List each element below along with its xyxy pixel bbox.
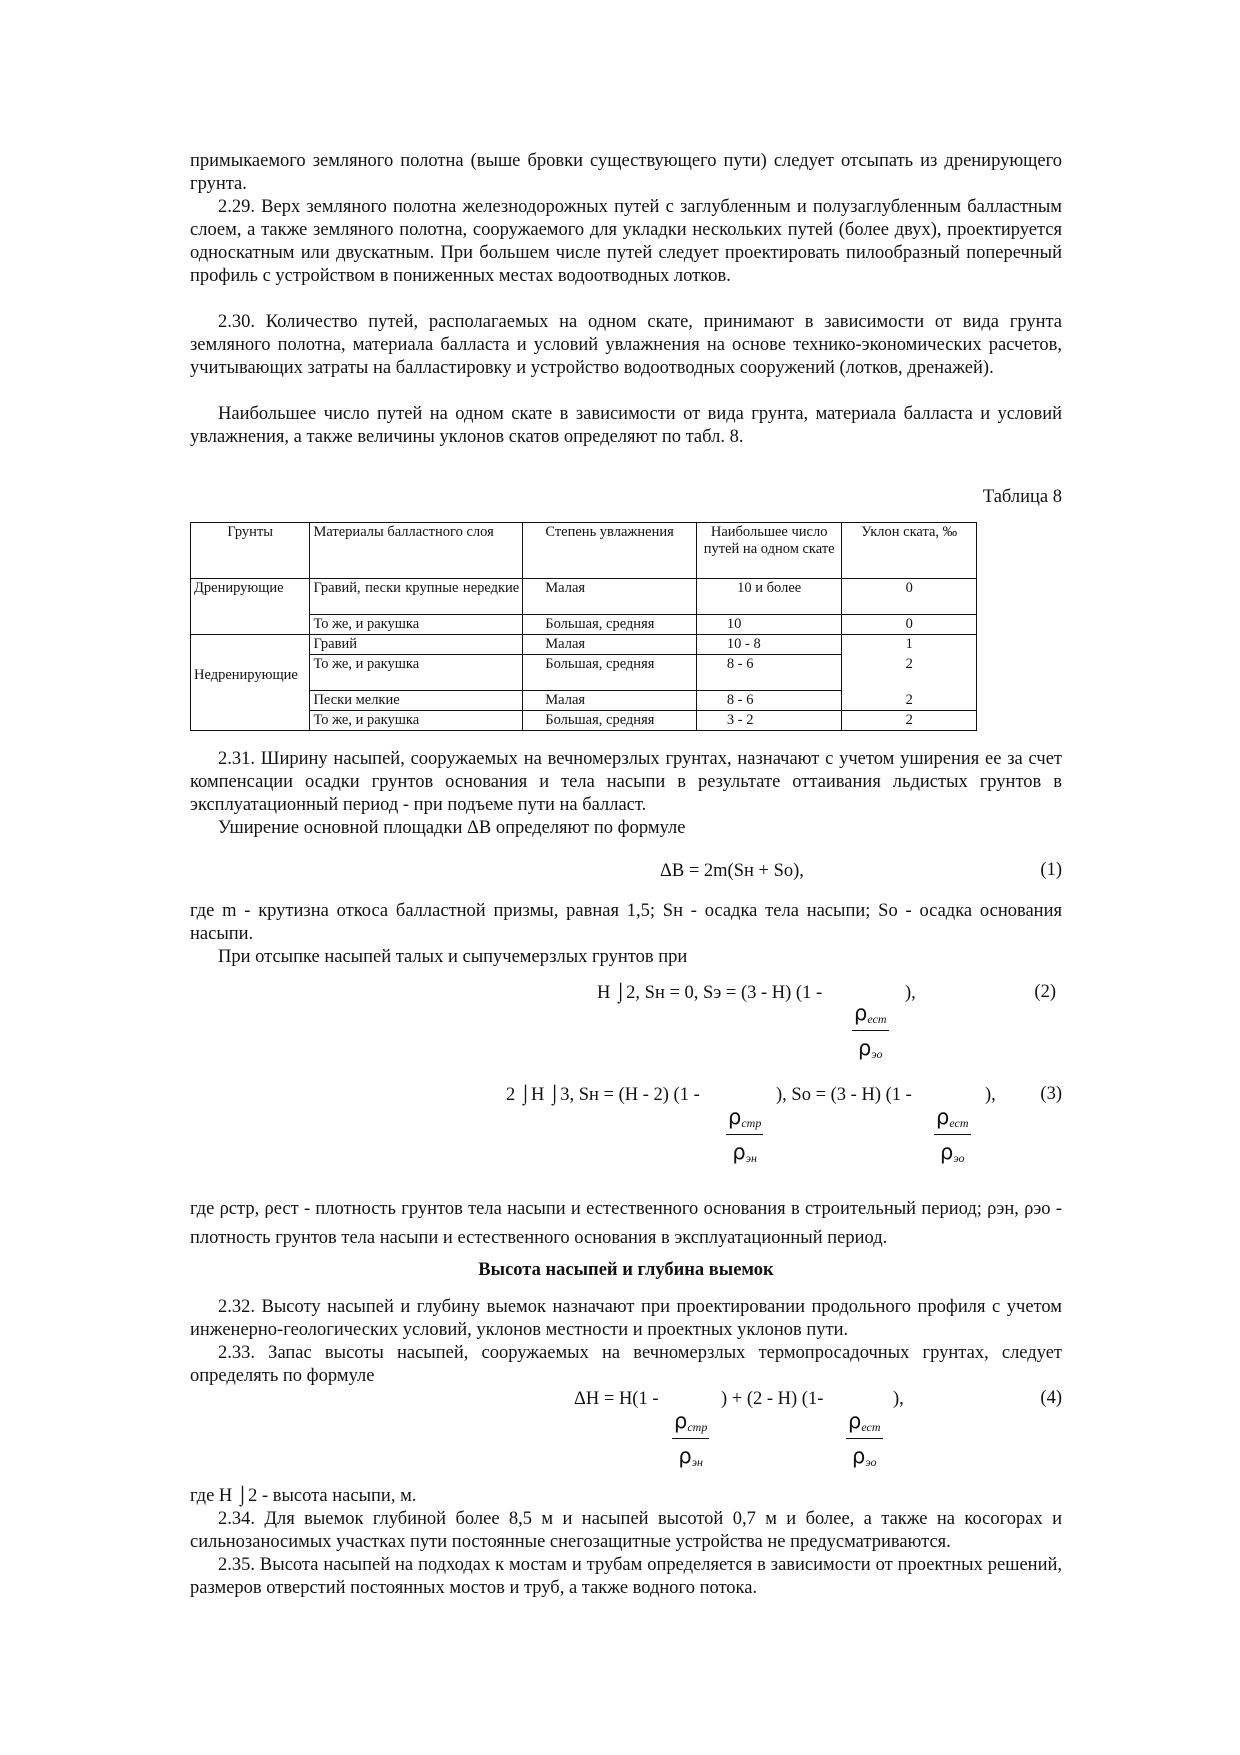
cell-moisture: Большая, средняя [523, 615, 697, 635]
group-draining: Дренирующие [191, 579, 310, 635]
table-row [191, 635, 977, 655]
cell-tracks: 8 - 6 [696, 691, 842, 711]
cell-moisture: Большая, средняя [523, 655, 697, 691]
cell-material: То же, и ракушка [310, 711, 523, 731]
subscript-en: эн [691, 1455, 703, 1469]
subscript-est: ест [867, 1012, 887, 1026]
fraction-rho-est-eo [934, 1106, 971, 1169]
cell-moisture: Малая [523, 579, 697, 615]
formula-4-number: (4) [1040, 1388, 1062, 1408]
formula-1: ΔB = 2m(Sн + Sо), [660, 861, 804, 881]
table-header-row [191, 523, 977, 579]
rho-symbol: ρ [732, 1140, 746, 1164]
rho-symbol: ρ [678, 1444, 692, 1468]
paragraph-2-31: 2.31. Ширину насыпей, сооружаемых на вечномерзлых грунтах, назначают с учетом уширения ее за счет компенсации осадки грунтов основания и тела насыпи в результате оттаивания льдистых грунтов в эксплуатационный период - при подъеме пути на балласт. [190, 749, 1062, 815]
header-soils: Грунты [191, 523, 310, 579]
cell-moisture: Большая, средняя [523, 711, 697, 731]
paragraph-2-35: 2.35. Высота насыпей на подходах к мостам и трубам определяется в зависимости от проектных решений, размеров отверстий постоянных мостов и труб, а также водного потока. [190, 1555, 1062, 1598]
formula-2-part-b: ), [905, 983, 916, 1003]
table-8 [190, 522, 977, 731]
group-non-draining-label: Недренирующие [194, 666, 298, 683]
header-moisture: Степень увлажнения [523, 523, 697, 579]
paragraph-2-31-b: Уширение основной площадки ΔB определяют по формуле [218, 818, 686, 838]
cell-slope: 0 [842, 579, 977, 615]
cell-tracks: 10 и более [696, 579, 842, 615]
cell-material: Пески мелкие [310, 691, 523, 711]
cell-slope: 2 [842, 711, 977, 731]
cell-slope: 0 [842, 615, 977, 635]
header-ballast-material: Материалы балластного слоя [310, 523, 523, 579]
formula-2-number: (2) [1034, 982, 1056, 1002]
cell-slope: 2 [842, 655, 977, 691]
table-row [191, 579, 977, 615]
rho-symbol: ρ [936, 1105, 950, 1129]
paragraph-where-h: где H ⌡2 - высота насыпи, м. [190, 1486, 417, 1506]
formula-3-part-a: 2 ⌡H ⌡3, Sн = (H - 2) (1 - [506, 1085, 700, 1105]
subscript-eo: эо [871, 1047, 883, 1061]
cell-tracks: 10 [696, 615, 842, 635]
subscript-est: ест [861, 1420, 881, 1434]
cell-moisture: Малая [523, 635, 697, 655]
cell-tracks: 3 - 2 [696, 711, 842, 731]
cell-slope: 1 [842, 635, 977, 655]
paragraph-pri-otsypke: При отсыпке насыпей талых и сыпучемерзлых грунтов при [218, 947, 688, 967]
fraction-rho-str-en [726, 1106, 763, 1169]
cell-slope: 2 [842, 691, 977, 711]
paragraph-2-29: 2.29. Верх земляного полотна железнодорожных путей с заглубленным и полузаглубленным балластным слоем, а также земляного полотна, сооружаемого для укладки нескольких путей (более двух), проектируется односкатным или двускатным. При большем числе путей следует проектировать пилообразный поперечный профиль с устройством в пониженных местах водоотводных лотков. [190, 197, 1062, 286]
cell-material: То же, и ракушка [310, 655, 523, 691]
formula-4-part-a: ΔH = H(1 - [574, 1389, 659, 1409]
subscript-eo: эо [953, 1151, 965, 1165]
cell-material: То же, и ракушка [310, 615, 523, 635]
subscript-str: стр [741, 1116, 762, 1130]
paragraph-2-32: 2.32. Высоту насыпей и глубину выемок назначают при проектировании продольного профиля с учетом инженерно-геологических условий, уклонов местности и проектных уклонов пути. [190, 1297, 1062, 1340]
rho-symbol: ρ [854, 1001, 868, 1025]
fraction-rho-str-en [672, 1410, 709, 1473]
paragraph-2-34: 2.34. Для выемок глубиной более 8,5 м и насыпей высотой 0,7 м и более, а также на косогорах и сильнозаносимых участках пути постоянные снегозащитные устройства не предусматриваются. [190, 1509, 1062, 1552]
group-non-draining [191, 635, 310, 731]
paragraph-2-33: 2.33. Запас высоты насыпей, сооружаемых на вечномерзлых термопросадочных грунтах, следует определять по формуле [190, 1343, 1062, 1386]
rho-symbol: ρ [858, 1036, 872, 1060]
subscript-str: стр [687, 1420, 708, 1434]
subscript-est: ест [949, 1116, 969, 1130]
subscript-eo: эо [865, 1455, 877, 1469]
paragraph-where-rho: где ρстр, ρест - плотность грунтов тела насыпи и естественного основания в строительный период; ρэн, ρэо - плотность грунтов тела насыпи и естественного основания в эксплуатационный период. [190, 1199, 1062, 1248]
cell-material: Гравий [310, 635, 523, 655]
formula-3-part-c: ), [985, 1085, 996, 1105]
fraction-rho-est-eo [852, 1002, 889, 1065]
formula-4-part-c: ), [893, 1389, 904, 1409]
cell-tracks: 10 - 8 [696, 635, 842, 655]
paragraph-where-m: где m - крутизна откоса балластной призмы, равная 1,5; Sн - осадка тела насыпи; Sо - осадка основания насыпи. [190, 901, 1062, 944]
section-heading: Высота насыпей и глубина выемок [478, 1260, 774, 1280]
formula-4-part-b: ) + (2 - H) (1- [721, 1389, 824, 1409]
paragraph-2-30-b: Наибольшее число путей на одном скате в зависимости от вида грунта, материала балласта и условий увлажнения, а также величины уклонов скатов определяют по табл. 8. [190, 404, 1062, 447]
rho-symbol: ρ [728, 1105, 742, 1129]
fraction-rho-est-eo [846, 1410, 883, 1473]
header-slope: Уклон ската, ‰ [842, 523, 977, 579]
rho-symbol: ρ [852, 1444, 866, 1468]
formula-3-number: (3) [1040, 1084, 1062, 1104]
cell-moisture: Малая [523, 691, 697, 711]
formula-3-part-b: ), Sо = (3 - H) (1 - [776, 1085, 912, 1105]
paragraph-continuation: примыкаемого земляного полотна (выше бровки существующего пути) следует отсыпать из дренирующего грунта. [190, 151, 1062, 194]
rho-symbol: ρ [940, 1140, 954, 1164]
table-caption: Таблица 8 [982, 487, 1062, 507]
subscript-en: эн [745, 1151, 757, 1165]
rho-symbol: ρ [674, 1409, 688, 1433]
rho-symbol: ρ [848, 1409, 862, 1433]
formula-1-number: (1) [1040, 860, 1062, 880]
paragraph-2-30: 2.30. Количество путей, располагаемых на одном скате, принимают в зависимости от вида грунта земляного полотна, материала балласта и условий увлажнения на основе технико-экономических расчетов, учитывающих затраты на балластировку и устройство водоотводных сооружений (лотков, дренажей). [190, 312, 1062, 378]
formula-2-part-a: H ⌡2, Sн = 0, Sэ = (3 - H) (1 - [597, 983, 823, 1003]
cell-tracks: 8 - 6 [696, 655, 842, 691]
cell-material: Гравий, пески крупные нередкие [310, 579, 523, 615]
header-max-tracks: Наибольшее число путей на одном скате [696, 523, 842, 579]
